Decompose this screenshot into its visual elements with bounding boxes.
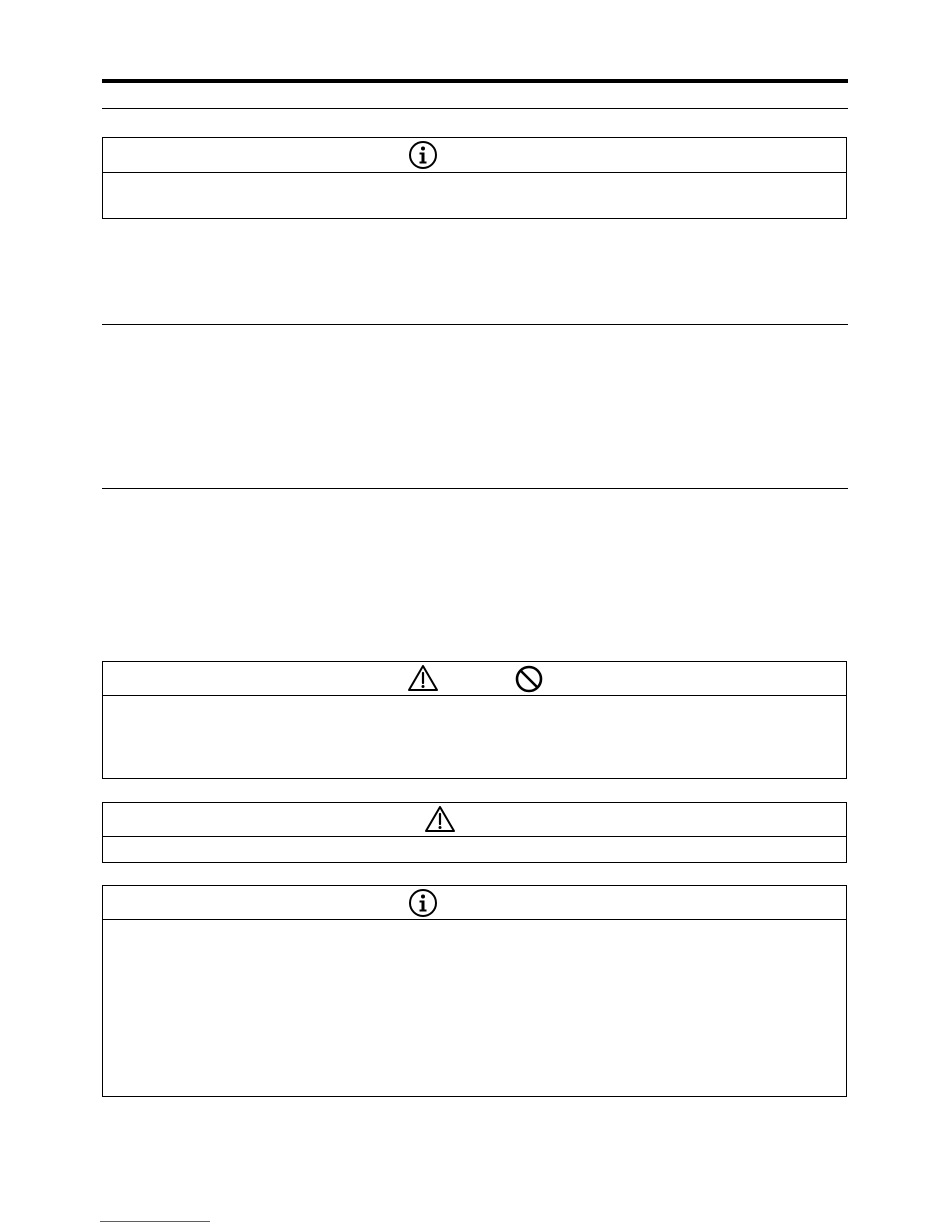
notice-box: [102, 137, 847, 219]
warning-box: [102, 802, 847, 863]
warning-triangle-icon: [407, 664, 439, 692]
warning-triangle-icon: [424, 805, 456, 833]
notice-box-header: [103, 138, 846, 173]
info-icon: [408, 888, 438, 918]
prohibition-icon: [514, 664, 544, 694]
section-divider: [102, 488, 848, 489]
caution-box: [102, 661, 847, 779]
header-rule: [102, 79, 848, 83]
section-divider: [102, 324, 848, 325]
notice-box-header: [103, 886, 846, 920]
footer-link-underline[interactable]: [100, 1221, 210, 1222]
info-icon: [408, 140, 438, 170]
section-divider: [102, 108, 848, 109]
warning-box-header: [103, 803, 846, 837]
notice-box: [102, 885, 847, 1097]
caution-box-header: [103, 662, 846, 696]
